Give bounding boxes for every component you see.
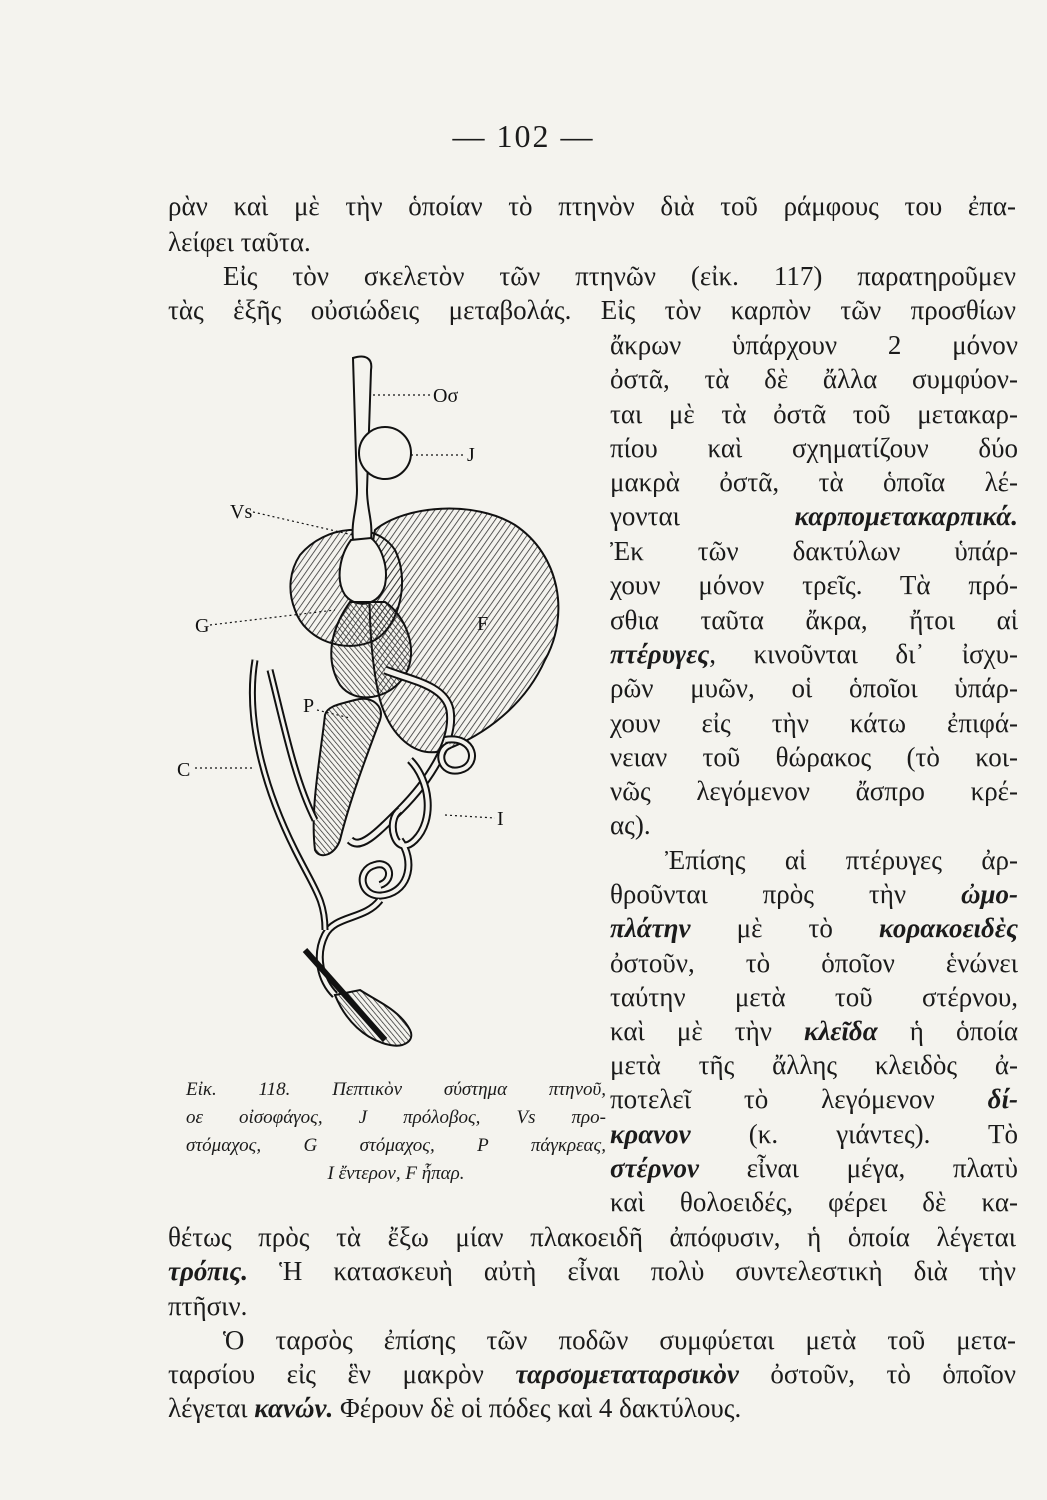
label-i: I [497,808,504,830]
text-span: μὲ τὸ [690,913,880,943]
term-tropis: τρόπις. [168,1256,249,1286]
text-span: Ἡ κατασκευὴ αὐτὴ εἶναι πολὺ συντελεστικὴ διὰ τὴν [248,1256,1016,1286]
text-line: μετὰ τῆς ἄλλης κλειδὸς ἀ- [610,1050,1018,1080]
text-line [168,1356,1016,1392]
text-line: νειαν τοῦ θώρακος (τὸ κοι- [610,742,1018,772]
label-oe: Οσ [433,385,459,407]
text-span: λέγεται [168,1393,255,1423]
caption-line: οε οἰσοφάγος, J πρόλοβος, Vs προ- [186,1107,606,1128]
text-line: ταύτην μετὰ τοῦ στέρνου, [610,982,1018,1012]
text-line: ἄκρων ὑπάρχουν 2 μόνον [610,330,1018,360]
text-line [168,1390,1016,1426]
text-span: ποτελεῖ τὸ λεγόμενον [610,1084,988,1114]
text-span: , κινοῦνται δι᾽ ἰσχυ- [709,639,1018,669]
caption-line: στόμαχος, G στόμαχος, P πάγκρεας, [186,1135,606,1156]
text-line: πτῆσιν. [168,1291,248,1321]
stomach-shape [331,602,411,697]
text-line [168,1253,1016,1289]
text-line: νῶς λεγόμενον ἄσπρο κρέ- [610,776,1018,806]
figure-caption [186,1076,606,1188]
text-span: εἶναι μέγα, πλατὺ [699,1153,1018,1183]
text-line: ας). [610,810,651,840]
text-line [610,910,1018,946]
text-line [610,1081,1018,1117]
text-span: θροῦνται πρὸς τὴν [610,879,961,909]
text-line: πίου καὶ σχηματίζουν δύο [610,433,1018,463]
text-line: Εἰς τὸν σκελετὸν τῶν πτηνῶν (εἰκ. 117) παρατηροῦμεν [223,261,1016,291]
text-line [610,1150,1018,1186]
term-sternon: στέρνον [610,1153,699,1183]
text-line: χουν εἰς τὴν κάτω ἐπιφά- [610,708,1018,738]
term-kleida: κλεῖδα [804,1016,878,1046]
text-line: ρῶν μυῶν, οἱ ὁποῖοι ὑπάρ- [610,673,1018,703]
label-g: G [195,615,210,637]
text-line [610,876,1018,912]
text-span: Φέρουν δὲ οἱ πόδες καὶ 4 δακτύλους. [333,1393,742,1423]
text-line [610,1013,1018,1049]
term-korakoeides: κορακοειδὲς [879,913,1018,943]
term-kanon: κανών. [254,1393,334,1423]
text-line: ὀστοῦν, τὸ ὁποῖον ἑνώνει [610,948,1018,978]
text-line: Ἐκ τῶν δακτύλων ὑπάρ- [610,536,1018,566]
text-line [610,498,1018,534]
label-j: J [467,444,475,466]
text-span: ὀστοῦν, τὸ ὁποῖον [738,1359,1016,1389]
label-c: C [177,759,191,781]
text-line: χουν μόνον τρεῖς. Τὰ πρό- [610,570,1018,600]
term-omoplati: ὠμο- [960,879,1018,909]
text-line: ρὰν καὶ μὲ τὴν ὁποίαν τὸ πτηνὸν διὰ τοῦ ράμφους του ἐπα- [168,191,1016,221]
text-span: (κ. γιάντες). Τὸ [690,1119,1018,1149]
text-line [610,1116,1018,1152]
caption-line: Εἰκ. 118. Πεπτικὸν σύστημα πτηνοῦ, [186,1079,606,1100]
text-line: λείφει ταῦτα. [168,227,311,257]
label-vs: Vs [230,501,253,523]
text-span: ταρσίου εἰς ἓν μακρὸν [168,1359,516,1389]
term-dikranon: δί- [987,1084,1018,1114]
term-karpometakarpika: καρπομετακαρπικά. [794,501,1018,531]
proventriculus-shape [340,538,386,604]
text-line: Ἐπίσης αἱ πτέρυγες ἀρ- [665,845,1018,875]
caption-line: I ἔντερον, F ἧπαρ. [327,1163,465,1184]
text-line: μακρὰ ὀστᾶ, τὰ ὁποῖα λέ- [610,467,1018,497]
page-number: — 102 — [452,118,595,154]
text-span: ἡ ὁποία [877,1016,1018,1046]
label-p: P [303,695,315,717]
text-line: θέτως πρὸς τὰ ἔξω μίαν πλακοειδῆ ἀπόφυσιν, ἡ ὁποία λέγεται [168,1222,1016,1252]
term-omoplati-end: πλάτην [610,913,691,943]
text-line [610,636,1018,672]
term-pteryges: πτέρυγες [610,639,710,669]
crop-shape [359,427,411,479]
term-dikranon-end: κρανον [610,1119,691,1149]
text-line: Ὁ ταρσὸς ἐπίσης τῶν ποδῶν συμφύεται μετὰ τοῦ μετα- [223,1325,1016,1355]
label-f: F [477,613,489,635]
text-span: γονται [610,501,795,531]
digestive-system-illustration [175,340,605,1070]
text-line: σθια ταῦτα ἄκρα, ἤτοι αἱ [610,605,1018,635]
text-line: καὶ θολοειδές, φέρει δὲ κα- [610,1187,1018,1217]
term-tarsometatarsikon: ταρσομεταταρσικὸν [515,1359,739,1389]
text-line: ὀστᾶ, τὰ δὲ ἄλλα συμφύον- [610,364,1018,394]
text-span: καὶ μὲ τὴν [610,1016,805,1046]
text-line: ται μὲ τὰ ὀστᾶ τοῦ μετακαρ- [610,399,1018,429]
text-line: τὰς ἑξῆς οὐσιώδεις μεταβολάς. Εἰς τὸν καρπὸν τῶν προσθίων [168,295,1016,325]
